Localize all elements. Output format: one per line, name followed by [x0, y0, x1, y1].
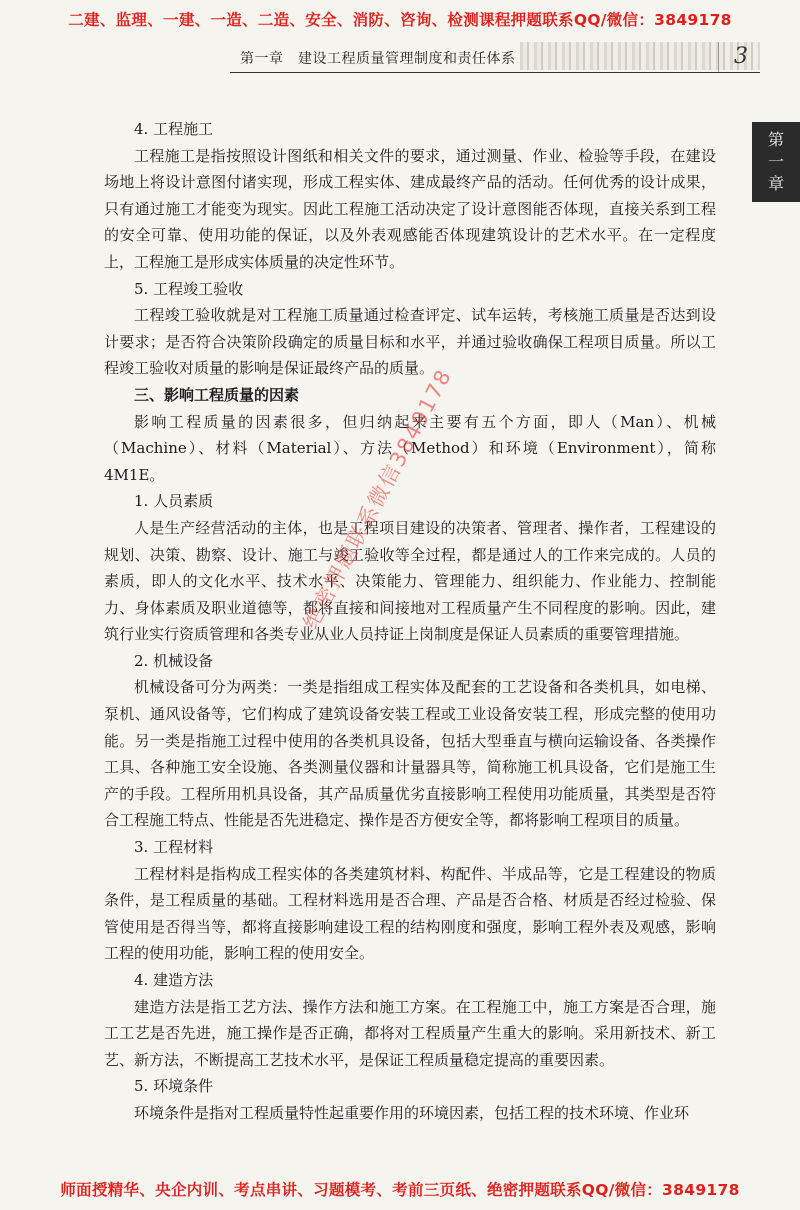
body-paragraph: 环境条件是指对工程质量特性起重要作用的环境因素，包括工程的技术环境、作业环	[134, 1103, 690, 1122]
bottom-promo-banner: 师面授精华、央企内训、考点串讲、习题模考、考前三页纸、绝密押题联系QQ/微信：3849178	[60, 1181, 740, 1199]
body-paragraph: 建造方法是指工艺方法、操作方法和施工方案。在工程施工中，施工方案是否合理，施工工艺是否先进，施工操作是否正确，都将对工程质量产生重大的影响。采用新技术、新工艺、新方法，不断提高工艺技术水平，是保证工程质量稳定提高的重要因素。	[104, 997, 716, 1069]
page-body	[104, 116, 716, 1127]
body-paragraph: 工程竣工验收就是对工程施工质量通过检查评定、试车运转，考核施工质量是否达到设计要求；是否符合决策阶段确定的质量目标和水平，并通过验收确保工程项目质量。所以工程竣工验收对质量的影响是保证最终产品的质量。	[104, 306, 716, 378]
subsection-heading: 4. 工程施工	[134, 120, 214, 138]
chapter-tab-char: 一	[767, 152, 784, 171]
chapter-tab-char: 第	[767, 130, 784, 149]
watermark-stamp: 绝密押题联系微信3849178	[298, 364, 457, 634]
page-number: 3	[734, 44, 748, 69]
body-paragraph: 工程材料是指构成工程实体的各类建筑材料、构配件、半成品等，它是工程建设的物质条件，是工程质量的基础。工程材料选用是否合理、产品是否合格、材质是否经过检验、保管使用是否得当等，都将直接影响建设工程的结构刚度和强度，影响工程外表及观感，影响工程的使用功能，影响工程的使用安全。	[104, 864, 716, 963]
subsection-heading: 4. 建造方法	[134, 971, 214, 989]
section-heading: 三、影响工程质量的因素	[134, 385, 300, 404]
body-paragraph: 机械设备可分为两类：一类是指组成工程实体及配套的工艺设备和各类机具，如电梯、泵机、通风设备等，它们构成了建筑设备安装工程或工业设备安装工程，形成完整的使用功能。另一类是指施工过程中使用的各类机具设备，包括大型垂直与横向运输设备、各类操作工具、各种施工安全设施、各类测量仪器和计量器具等，简称施工机具设备，它们是施工生产的手段。工程所用机具设备，其产品质量优劣直接影响工程使用功能质量，其类型是否符合工程施工特点、性能是否先进稳定、操作是否方便安全等，都将影响工程项目的质量。	[104, 678, 716, 830]
body-paragraph: 人是生产经营活动的主体，也是工程项目建设的决策者、管理者、操作者，工程建设的规划、决策、勘察、设计、施工与竣工验收等全过程，都是通过人的工作来完成的。人员的素质，即人的文化水平、技术水平、决策能力、管理能力、组织能力、作业能力、控制能力、身体素质及职业道德等，都将直接和间接地对工程质量产生不同程度的影响。因此，建筑行业实行资质管理和各类专业从业人员持证上岗制度是保证人员素质的重要管理措施。	[104, 518, 716, 644]
body-paragraph: 工程施工是指按照设计图纸和相关文件的要求，通过测量、作业、检验等手段，在建设场地上将设计意图付诸实现，形成工程实体、建成最终产品的活动。任何优秀的设计成果，只有通过施工才能变为现实。因此工程施工活动决定了设计意图能否体现，直接关系到工程的安全可靠、使用功能的保证，以及外表观感能否体现建筑设计的艺术水平。在一定程度上，工程施工是形成实体质量的决定性环节。	[104, 146, 716, 271]
body-paragraph: 影响工程质量的因素很多，但归纳起来主要有五个方面，即人（Man）、机械（Machine）、材料（Material）、方法（Method）和环境（Environment），简称4M1E。	[104, 412, 716, 484]
subsection-heading: 2. 机械设备	[134, 651, 214, 670]
subsection-heading: 5. 工程竣工验收	[134, 279, 244, 298]
chapter-tab-char: 章	[767, 174, 784, 193]
top-promo-banner: 二建、监理、一建、一造、二造、安全、消防、咨询、检测课程押题联系QQ/微信：3849178	[68, 11, 732, 29]
header-divider	[718, 42, 719, 72]
running-header	[230, 42, 760, 73]
chapter-title: 第一章 建设工程质量管理制度和责任体系	[240, 51, 516, 67]
subsection-heading: 1. 人员素质	[134, 492, 214, 511]
subsection-heading: 3. 工程材料	[134, 838, 214, 857]
subsection-heading: 5. 环境条件	[134, 1077, 214, 1096]
header-decoration	[520, 42, 760, 70]
chapter-tab	[752, 122, 800, 202]
